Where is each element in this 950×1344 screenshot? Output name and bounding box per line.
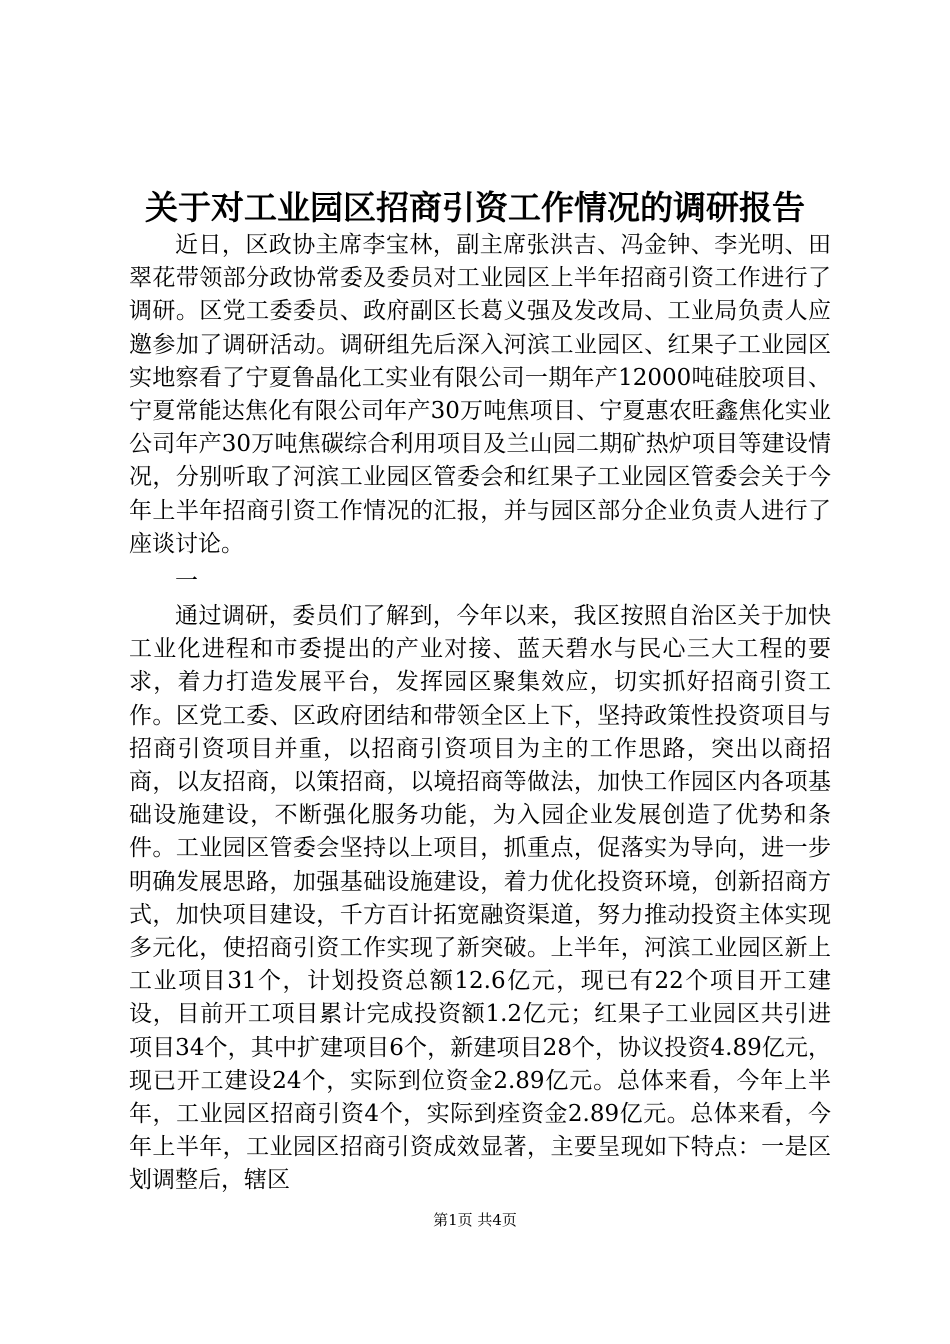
paragraph-findings: 通过调研，委员们了解到，今年以来，我区按照自治区关于加快工业化进程和市委提出的产业对接、蓝天碧水与民心三大工程的要求，着力打造发展平台，发挥园区聚集效应，切实抓好招商引资工作。区党工委、区政府团结和带领全区上下，坚持政策性投资项目与招商引资项目并重，以招商引资项目为主的工作思路，突出以商招商，以友招商，以策招商，以境招商等做法，加快工作园区内各项基础设施建设，不断强化服务功能，为入园企业发展创造了优势和条件。工业园区管委会坚持以上项目，抓重点，促落实为导向，进一步明确发展思路，加强基础设施建设，着力优化投资环境，创新招商方式，加快项目建设，千方百计拓宽融资渠道，努力推动投资主体实现多元化，使招商引资工作实现了新突破。上半年，河滨工业园区新上工业项目31个，计划投资总额12.6亿元，现已有22个项目开工建设，目前开工项目累计完成投资额1.2亿元；红果子工业园区共引进项目34个，其中扩建项目6个，新建项目28个，协议投资4.89亿元，现已开工建设24个，实际到位资金2.89亿元。总体来看，今年上半年，工业园区招商引资4个，实际到痊资金2.89亿元。总体来看，今年上半年，工业园区招商引资成效显著，主要呈现如下特点：一是区划调整后，辖区 bbox=[129, 603, 831, 1194]
paragraph-intro: 近日，区政协主席李宝林，副主席张洪吉、冯金钟、李光明、田翠花带领部分政协常委及委员对工业园区上半年招商引资工作进行了调研。区党工委委员、政府副区长葛义强及发改局、工业局负责人应邀参加了调研活动。调研组先后深入河滨工业园区、红果子工业园区实地察看了宁夏鲁晶化工实业有限公司一期年产12000吨硅胶项目、宁夏常能达焦化有限公司年产30万吨焦项目、宁夏惠农旺鑫焦化实业公司年产30万吨焦碳综合利用项目及兰山园二期矿热炉项目等建设情况，分别听取了河滨工业园区管委会和红果子工业园区管委会关于今年上半年招商引资工作情况的汇报，并与园区部分企业负责人进行了座谈讨论。 bbox=[129, 232, 831, 557]
document-title: 关于对工业园区招商引资工作情况的调研报告 bbox=[145, 188, 805, 227]
section-number: 一 bbox=[175, 568, 198, 594]
page-footer: 第1页 共4页 bbox=[433, 1211, 517, 1229]
